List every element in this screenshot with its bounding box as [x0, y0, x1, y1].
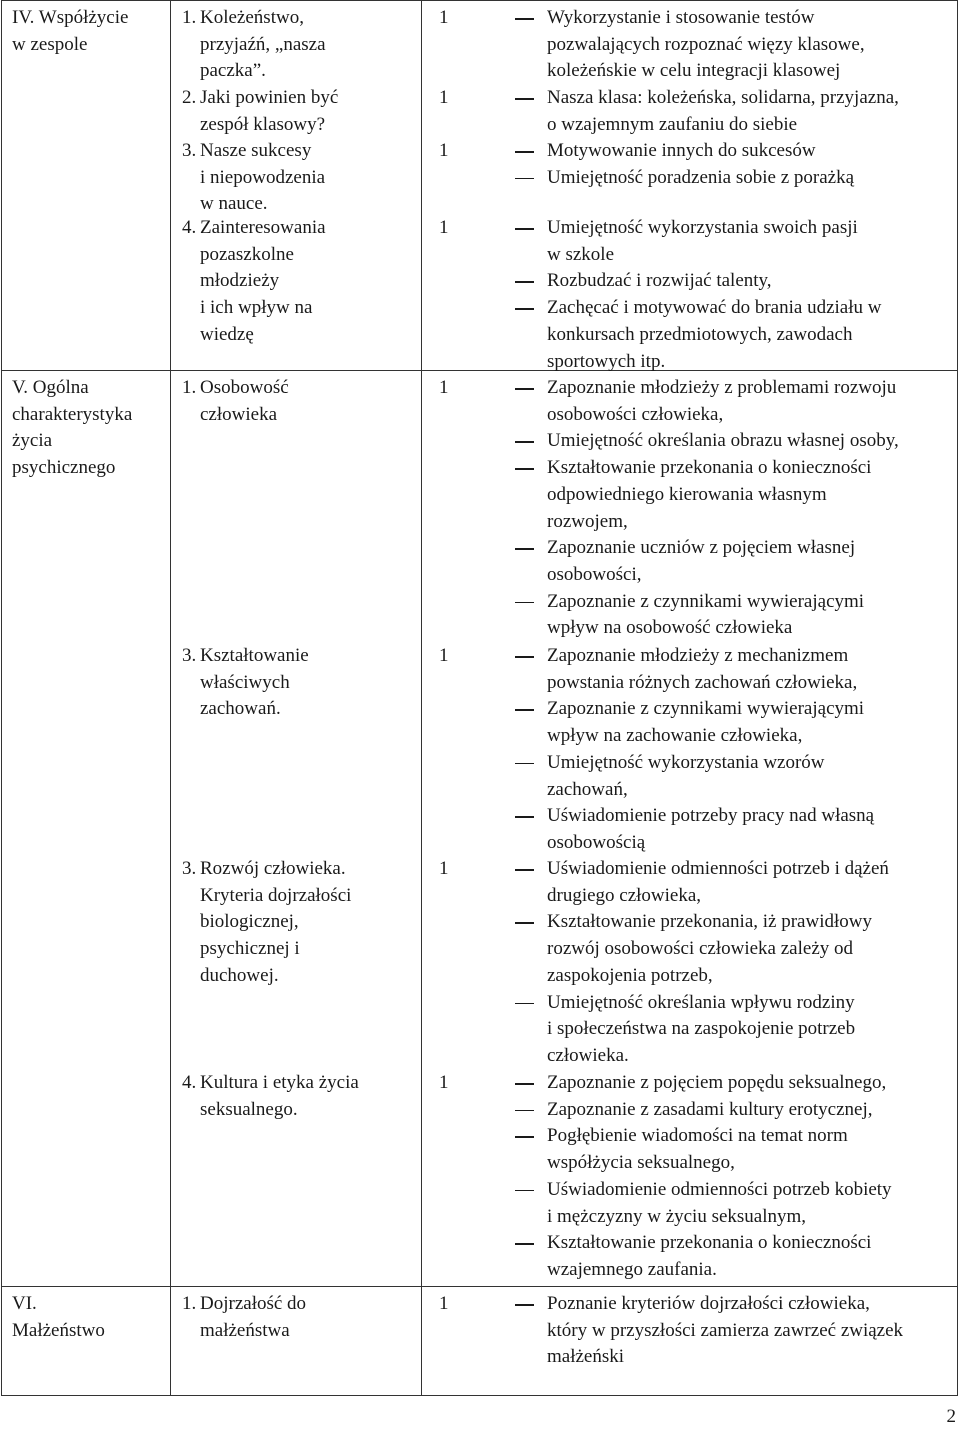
dash-bullet [515, 281, 534, 283]
dash-bullet [515, 228, 534, 230]
dash-bullet [515, 1003, 534, 1005]
dash-bullet [515, 178, 534, 180]
goal-text: Kształtowanie przekonania o konieczności wzajemnego zaufania. [547, 1232, 872, 1280]
dash-bullet [515, 1243, 534, 1245]
topic-text: Rozwój człowieka. Kryteria dojrzałości biologicznej, psychicznej i duchowej. [200, 858, 352, 986]
topic-number: 1. [182, 7, 197, 28]
topic-item [182, 5, 432, 85]
goal-item [515, 1291, 952, 1371]
topic-item [182, 1070, 432, 1123]
dash-bullet [515, 548, 534, 550]
topic-text: Jaki powinien być zespół klasowy? [200, 87, 339, 135]
dash-bullet [515, 308, 534, 310]
hours-value: 1 [439, 217, 449, 238]
goal-item [515, 1123, 952, 1176]
goal-text: Zapoznanie młodzieży z mechanizmem powstania różnych zachowań człowieka, [547, 645, 858, 693]
goal-item [515, 803, 952, 856]
section-label: VI. Małżeństwo [12, 1293, 105, 1341]
dash-bullet [515, 922, 534, 924]
dash-bullet [515, 1304, 534, 1306]
goal-text: Motywowanie innych do sukcesów [547, 140, 816, 161]
dash-bullet [515, 151, 534, 153]
section-label: IV. Współżycie w zespole [12, 7, 129, 55]
topic-text: Koleżeństwo, przyjaźń, „nasza paczka”. [200, 7, 326, 82]
goal-item [515, 138, 952, 165]
goal-block [432, 85, 952, 138]
topic-item [182, 215, 432, 349]
goal-text: Zapoznanie młodzieży z problemami rozwoju osobowości człowieka, [547, 377, 897, 425]
goal-item [515, 85, 952, 138]
topic-number: 1. [182, 377, 197, 398]
goal-text: Zapoznanie z czynnikami wywierającymi wpływ na zachowanie człowieka, [547, 698, 865, 747]
topic-number: 4. [182, 1072, 197, 1093]
goal-text: Umiejętność poradzenia sobie z porażką [547, 166, 855, 188]
topic-item [182, 85, 432, 138]
goal-items [515, 5, 952, 85]
hours-value: 1 [439, 87, 449, 108]
goal-items [515, 856, 952, 1070]
topic-text: Zainteresowania pozaszkolne młodzieży i ich wpływ na wiedzę [200, 217, 326, 345]
section-cell [2, 1, 171, 371]
goal-text: Zapoznanie uczniów z pojęciem własnej osobowości, [547, 537, 856, 585]
section-cell [2, 1287, 171, 1396]
dash-bullet [515, 816, 534, 818]
goal-text: Uświadomienie odmienności potrzeb i dążeń drugiego człowieka, [547, 858, 889, 906]
dash-bullet [515, 18, 534, 20]
dash-bullet [515, 656, 534, 658]
dash-bullet [515, 1083, 534, 1085]
hours-value: 1 [439, 377, 449, 398]
goal-item [515, 1070, 952, 1097]
dash-bullet [515, 869, 534, 871]
topics-cell [171, 1, 422, 371]
goal-text: Umiejętność wykorzystania wzorów zachowań, [547, 751, 825, 800]
goal-text: Wykorzystanie i stosowanie testów pozwalających rozpoznać więzy klasowe, koleżeńskie w celu integracji klasowej [547, 7, 865, 82]
section-label: V. Ogólna charakterystyka życia psychicznego [12, 377, 133, 479]
topics-cell [171, 371, 422, 1287]
dash-bullet [515, 1110, 534, 1112]
topic-item [182, 856, 432, 990]
goal-text: Kształtowanie przekonania o konieczności odpowiedniego kierowania własnym rozwojem, [547, 457, 872, 532]
goal-item [515, 856, 952, 909]
goal-block [432, 1291, 952, 1371]
page-number: 2 [946, 1406, 956, 1427]
topic-item [182, 1291, 432, 1344]
goal-text: Uświadomienie odmienności potrzeb kobiety i mężczyzny w życiu seksualnym, [547, 1178, 892, 1227]
goal-items [515, 85, 952, 138]
goal-item [515, 589, 952, 642]
goal-text: Umiejętność określania wpływu rodziny i społeczeństwa na zaspokojenie potrzeb człowieka. [547, 991, 856, 1066]
goal-text: Zapoznanie z zasadami kultury erotycznej, [547, 1098, 873, 1120]
goal-items [515, 643, 952, 857]
goal-item [515, 215, 952, 268]
goals-cell [422, 1287, 958, 1396]
goals-cell [422, 371, 958, 1287]
topic-number: 2. [182, 87, 197, 108]
goal-block [432, 1070, 952, 1284]
dash-bullet [515, 1190, 534, 1192]
curriculum-table [1, 0, 958, 1396]
section-row [2, 1, 958, 371]
goal-text: Umiejętność wykorzystania swoich pasji w szkole [547, 217, 858, 265]
topic-item [182, 138, 432, 218]
section-cell [2, 371, 171, 1287]
hours-value: 1 [439, 858, 449, 879]
dash-bullet [515, 441, 534, 443]
hours-value: 1 [439, 1293, 449, 1314]
section-row [2, 1287, 958, 1396]
goal-item [515, 990, 952, 1070]
goal-text: Nasza klasa: koleżeńska, solidarna, przyjazna, o wzajemnym zaufaniu do siebie [547, 87, 899, 135]
goal-text: Poznanie kryteriów dojrzałości człowieka, który w przyszłości zamierza zawrzeć związek małżeński [547, 1293, 904, 1368]
goal-items [515, 375, 952, 642]
goal-items [515, 138, 952, 191]
section-row [2, 371, 958, 1287]
goal-item [515, 268, 952, 295]
goal-block [432, 138, 952, 191]
goal-item [515, 5, 952, 85]
goal-item [515, 1230, 952, 1283]
goal-text: Rozbudzać i rozwijać talenty, [547, 270, 772, 292]
hours-value: 1 [439, 645, 449, 666]
topic-text: Nasze sukcesy i niepowodzenia w nauce. [200, 140, 326, 215]
goal-block [432, 5, 952, 85]
goal-item [515, 428, 952, 455]
goal-text: Pogłębienie wiadomości na temat norm współżycia seksualnego, [547, 1125, 848, 1174]
topics-cell [171, 1287, 422, 1396]
dash-bullet [515, 709, 534, 711]
topic-text: Kształtowanie właściwych zachowań. [200, 645, 309, 720]
topic-text: Kultura i etyka życia seksualnego. [200, 1072, 359, 1120]
goal-text: Zachęcać i motywować do brania udziału w konkursach przedmiotowych, zawodach sportowych itp. [547, 297, 882, 372]
goal-item [515, 165, 952, 192]
goal-item [515, 696, 952, 749]
dash-bullet [515, 98, 534, 100]
goal-text: Kształtowanie przekonania, iż prawidłowy rozwój osobowości człowieka zależy od zaspokojenia potrzeb, [547, 911, 872, 986]
hours-value: 1 [439, 1072, 449, 1093]
topic-number: 3. [182, 858, 197, 879]
goal-item [515, 295, 952, 375]
goal-item [515, 909, 952, 989]
hours-value: 1 [439, 7, 449, 28]
goal-items [515, 215, 952, 375]
topic-text: Dojrzałość do małżeństwa [200, 1293, 307, 1341]
goal-items [515, 1291, 952, 1371]
dash-bullet [515, 388, 534, 390]
goal-text: Zapoznanie z czynnikami wywierającymi wpływ na osobowość człowieka [547, 590, 865, 639]
dash-bullet [515, 602, 534, 604]
goal-text: Uświadomienie potrzeby pracy nad własną osobowością [547, 805, 875, 853]
goal-item [515, 535, 952, 588]
topic-number: 4. [182, 217, 197, 238]
goal-item [515, 1097, 952, 1124]
goal-item [515, 455, 952, 535]
goal-block [432, 215, 952, 375]
topic-number: 3. [182, 645, 197, 666]
goal-text: Zapoznanie z pojęciem popędu seksualnego, [547, 1072, 887, 1093]
goal-block [432, 643, 952, 857]
goal-items [515, 1070, 952, 1284]
topic-item [182, 375, 432, 428]
goal-block [432, 375, 952, 642]
topic-item [182, 643, 432, 723]
topic-number: 1. [182, 1293, 197, 1314]
goal-text: Umiejętność określania obrazu własnej osoby, [547, 430, 899, 452]
goal-item [515, 643, 952, 696]
goal-block [432, 856, 952, 1070]
hours-value: 1 [439, 140, 449, 161]
goal-item [515, 750, 952, 803]
dash-bullet [515, 763, 534, 765]
goals-cell [422, 1, 958, 371]
goal-item [515, 1177, 952, 1230]
topic-text: Osobowość człowieka [200, 377, 289, 425]
dash-bullet [515, 1136, 534, 1138]
goal-item [515, 375, 952, 428]
topic-number: 3. [182, 140, 197, 161]
dash-bullet [515, 468, 534, 470]
